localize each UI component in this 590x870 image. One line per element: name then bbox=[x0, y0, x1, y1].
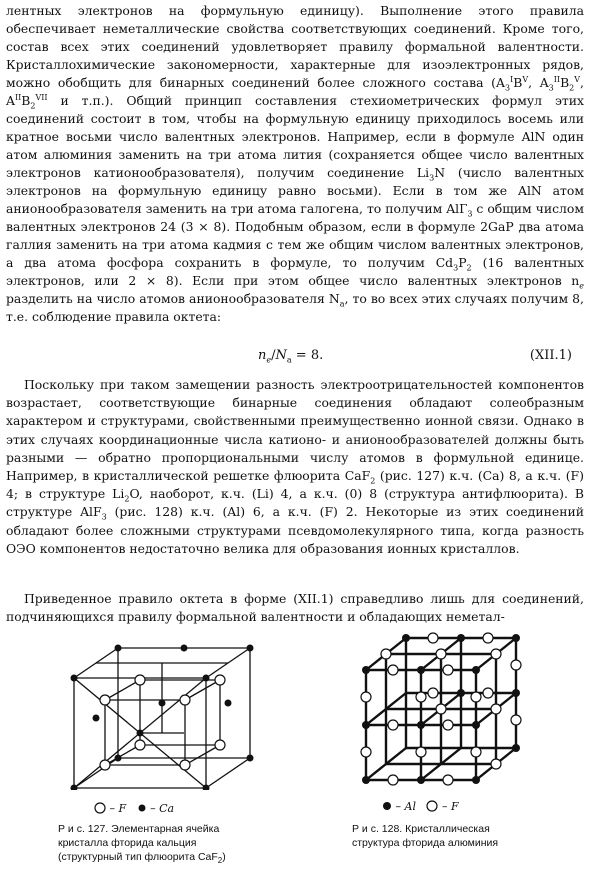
paragraph-2: Поскольку при таком замещении разность электроотрицательностей компонентов возрастает, соответствующие бинарные соединения обладают солеобразным характером и структурами, свойственными преимущественно ионной связи. Однако в этих случаях координационные числа катионо- и анионообразователей должны быть разными — обратно пропорциональными числу атомов в формульной единице. Например, в кристаллической решетке флюорита CaF$_2$ (рис. 127) к.ч. (Ca) 8, а к.ч. (F) 4; в структуре $Li_2O$, наоборот, к.ч. (Li) 4, а к.ч. (0) 8 (структура антифлюорита). В структуре AlF$_3$ (рис. 128) к.ч. (Al) 6, а к.ч. (F) 2. Некоторые из этих соединений обладают более сложными структурами псевдомолекулярного типа, когда разность ОЭО компонентов недостаточно велика для образования ионных кристаллов. bbox=[6, 377, 584, 556]
legend-ca-label: Ca bbox=[159, 802, 175, 815]
text-run: N (число валентных электронов на формульную единицу равно восьми). Если в том же AlN атом анионообразователя заменить на три атома галогена, то получим AlГ bbox=[6, 165, 584, 216]
caption-line: ) bbox=[222, 851, 226, 863]
text-run: B bbox=[21, 93, 31, 108]
text-run: B bbox=[513, 75, 523, 90]
caption-line: (структурный тип флюорита CaF bbox=[58, 851, 218, 863]
caption-line: структура фторида алюминия bbox=[352, 837, 499, 849]
text-run: лентных электронов на формульную единицу). Выполнение этого правила обеспечивает неметаллические свойства соответствующих соединений. Кроме того, состав всех этих соединений удовлетворяет правилу формальной валентности. Кристаллохимические закономерности, характерные для изоэлектронных рядов, можно обобщить для бинарных соединений более сложного состава (A bbox=[6, 3, 584, 90]
text-run: (рис. 127) к.ч. (Ca) 8, а к.ч. (F) 4; в структуре Li bbox=[6, 468, 584, 502]
text-run: Приведенное правило октета в форме (XII.1) справедливо лишь для соединений, подчиняющихся правилу формальной валентности и обладающих неметал- bbox=[6, 591, 584, 625]
equation-xii-1 bbox=[0, 348, 590, 366]
text-run: P bbox=[458, 255, 467, 270]
text-run: разделить на число атомов анионообразователя N bbox=[6, 291, 340, 306]
filled-circle-icon bbox=[382, 801, 392, 811]
text-run: (рис. 128) к.ч. (Al) 6, а к.ч. (F) 2. Некоторые из этих соединений обладают более сложными структурами псевдомолекулярного типа, когда разность ОЭО компонентов недостаточно велика для образования ионных кристаллов. bbox=[6, 504, 584, 556]
legend-al-label: Al bbox=[404, 800, 416, 813]
text-run: B bbox=[560, 75, 570, 90]
equation-formula: $n_e/N_a = 8$. bbox=[258, 348, 324, 365]
text-run: с общим числом валентных электронов 24 (3 × 8). Подобным образом, если в формуле 2GaP два атома галлия заменить на три атома кадмия с тем же общим числом валентных электронов, а два атома фосфора сохранить в формуле, то получим Cd bbox=[6, 201, 585, 270]
text-run: , то во всех этих случаях получим 8, т.е. соблюдение правила октета: bbox=[6, 291, 584, 324]
caption-line: Р и с. 128. Кристаллическая bbox=[352, 823, 490, 835]
text-run: (16 валентных электронов, или 2 × 8). Если при этом общее число валентных электронов n bbox=[6, 255, 584, 288]
text-run: O, наоборот, к.ч. (Li) 4, а к.ч. (0) 8 (структура антифлюорита). В структуре AlF bbox=[6, 486, 584, 520]
open-circle-icon bbox=[426, 800, 438, 812]
text-run: , A bbox=[528, 75, 549, 90]
text-run: , A bbox=[6, 75, 584, 108]
figure-127-fluorite-cell bbox=[60, 640, 260, 790]
caption-line: кристалла фторида кальция bbox=[58, 837, 197, 849]
figure-128-legend: – Al – F bbox=[382, 800, 459, 813]
open-circle-icon bbox=[94, 802, 106, 814]
filled-circle-icon bbox=[137, 803, 147, 813]
caption-line: Р и с. 127. Элементарная ячейка bbox=[58, 823, 220, 835]
text-run: и т.п.). Общий принцип составления стехиометрических формул этих соединений состоит в том, чтобы на формульную единицу приходилось восемь или кратное восьми число валентных электронов. Например, если в формуле AlN один атом алюминия заменить на три атома лития (сохраняется общее число валентных электронов катионообразователя), получим соединение Li bbox=[6, 93, 584, 180]
legend-f-label: F bbox=[118, 802, 127, 815]
figure-127-caption: Р и с. 127. Элементарная ячейка кристалла фторида кальция (структурный тип флюорита CaF$_2$) bbox=[58, 822, 278, 864]
paragraph-1: лентных электронов на формульную единицу). Выполнение этого правила обеспечивает неметаллические свойства соответствующих соединений. Кроме того, состав всех этих соединений удовлетворяет правилу формальной валентности. Кристаллохимические закономерности, характерные для изоэлектронных рядов, можно обобщить для бинарных соединений более сложного состава ($A_3^IB^V$, $A_3^{II}B_2^V$, $A^{II}B_2^{VII}$ и т.п.). Общий принцип составления стехиометрических формул этих соединений состоит в том, чтобы на формульную единицу приходилось восемь или кратное восьми число валентных электронов. Например, если в формуле AlN один атом алюминия заменить на три атома лития (сохраняется общее число валентных электронов катионообразователя), получим соединение $Li_3N$ (число валентных электронов на формульную единицу равно восьми). Если в том же AlN атом анионообразователя заменить на три атома галогена, то получим AlГ$_3$ с общим числом валентных электронов 24 (3 × 8). Подобным образом, если в формуле 2GaP два атома галлия заменить на три атома кадмия с тем же общим числом валентных электронов, а два атома фосфора сохранить в формуле, то получим $Cd_3P_2$ (16 валентных электронов, или 2 × 8). Если при этом общее число валентных электронов $n_e$ разделить на число атомов анионообразователя $N_a$, то во всех этих случаях получим 8, т.е. соблюдение правила октета: bbox=[6, 3, 585, 324]
figure-128-caption bbox=[352, 822, 582, 850]
text-run: Поскольку при таком замещении разность электроотрицательностей компонентов возрастает, соответствующие бинарные соединения обладают солеобразным характером и структурами, свойственными преимущественно ионной связи. Однако в этих случаях координационные числа катионо- и анионообразователей должны быть разными — обратно пропорциональными числу атомов в формульной единице. Например, в кристаллической решетке флюорита CaF bbox=[6, 377, 584, 484]
figure-128-alf3-structure bbox=[352, 630, 532, 790]
equation-number: (XII.1) bbox=[529, 348, 572, 363]
legend-f-label: F bbox=[450, 800, 459, 813]
figure-127-legend: – F – Ca bbox=[94, 802, 174, 815]
paragraph-3 bbox=[6, 590, 584, 626]
